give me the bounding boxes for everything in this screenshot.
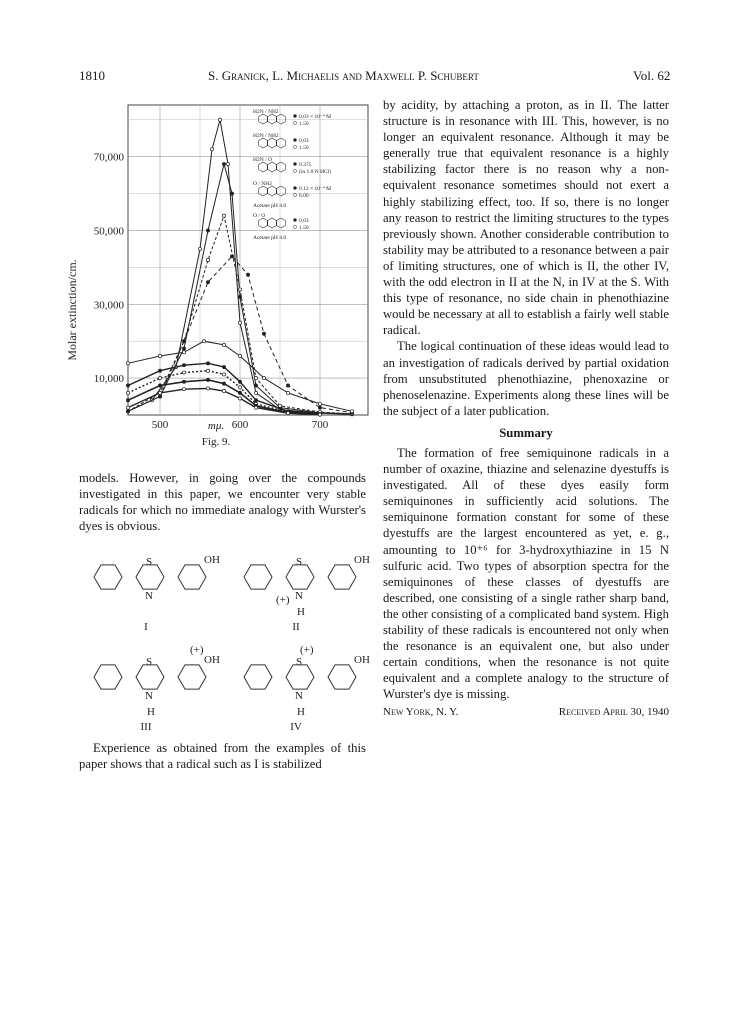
data-point	[254, 406, 257, 409]
sulfur-atom: S	[146, 656, 153, 668]
data-point	[222, 389, 225, 392]
hydroxyl-group: OH	[204, 654, 220, 666]
data-point	[158, 376, 161, 379]
legend-entry: 0.12 × 10⁻⁴ M	[299, 186, 332, 192]
legend-ring-icon	[259, 138, 268, 148]
paragraph-experience: Experience as obtained from the examples of this paper shows that a radical such as I is stabilized	[79, 741, 366, 772]
data-point	[254, 384, 257, 387]
legend-ring-icon	[268, 138, 277, 148]
data-point	[158, 395, 161, 398]
data-point	[206, 387, 209, 390]
paragraph-continuation: The logical continuation of these ideas would lead to an investigation of radicals derived by partial oxidation from unsubstituted phenothiazine, phenoxazine or phenoselenazine. Experiments along these lines will be the subject of a later publication.	[383, 339, 669, 418]
data-point	[222, 373, 225, 376]
data-point	[182, 347, 185, 350]
legend-note: Acetate pH 4.6	[253, 235, 287, 241]
data-point	[126, 384, 129, 387]
x-tick-label: 500	[151, 419, 169, 431]
legend-note: Acetate pH 4.6	[253, 203, 287, 209]
legend-compound: H2N / NH2	[253, 133, 279, 139]
data-point	[278, 404, 281, 407]
chemical-structures	[80, 532, 370, 736]
ring-middle	[136, 665, 164, 689]
data-point	[206, 229, 209, 232]
data-point	[222, 382, 225, 385]
legend-entry: 1.50	[299, 145, 309, 151]
figure-caption: Fig. 9.	[201, 436, 231, 448]
data-point	[238, 354, 241, 357]
legend-ring-icon	[259, 162, 268, 172]
legend-marker	[294, 115, 297, 118]
data-point	[206, 362, 209, 365]
ring-right	[178, 665, 206, 689]
data-point	[262, 332, 265, 335]
data-point	[126, 362, 129, 365]
charge-label: (+)	[300, 644, 314, 656]
absorption-spectra-chart	[58, 95, 380, 450]
data-point	[182, 388, 185, 391]
data-point	[158, 384, 161, 387]
data-point	[238, 288, 241, 291]
data-point	[206, 369, 209, 372]
y-tick-label: 70,000	[93, 151, 124, 164]
x-tick-label: 700	[311, 419, 329, 431]
data-point	[158, 369, 161, 372]
data-point	[222, 162, 225, 165]
grid-lines	[128, 105, 368, 415]
legend-ring-icon	[277, 186, 286, 196]
ring-middle	[286, 665, 314, 689]
legend-marker	[294, 194, 297, 197]
right-column	[383, 97, 669, 721]
nitrogen-atom: N	[145, 590, 153, 602]
data-point	[230, 192, 233, 195]
sulfur-atom: S	[296, 656, 303, 668]
hydroxyl-group: OH	[204, 554, 220, 566]
legend-marker	[294, 139, 297, 142]
data-point	[222, 214, 225, 217]
data-point	[182, 364, 185, 367]
legend-entry: 0.03 × 10⁻⁴ M	[299, 114, 332, 120]
data-point	[158, 354, 161, 357]
data-point	[254, 391, 257, 394]
hydroxyl-group: OH	[354, 654, 370, 666]
x-tick-label: 600	[231, 419, 249, 431]
data-point	[286, 412, 289, 415]
y-tick-labels	[94, 152, 125, 385]
legend-marker	[294, 163, 297, 166]
data-point	[198, 247, 201, 250]
ring-left	[94, 565, 122, 589]
plot-frame	[128, 105, 368, 415]
chart-legend	[253, 109, 331, 241]
data-point	[286, 384, 289, 387]
legend-marker	[294, 226, 297, 229]
y-tick-label: 10,000	[93, 373, 124, 386]
legend-marker	[294, 122, 297, 125]
running-head-authors: S. Granick, L. Michaelis and Maxwell P. Schubert	[208, 68, 479, 83]
legend-entry: 0.03	[299, 138, 309, 144]
data-point	[126, 391, 129, 394]
ring-left	[244, 565, 272, 589]
data-point	[206, 378, 209, 381]
legend-marker	[294, 170, 297, 173]
data-point	[206, 281, 209, 284]
data-point	[238, 380, 241, 383]
sulfur-atom: S	[296, 556, 303, 568]
nitrogen-atom: N	[295, 590, 303, 602]
data-point	[350, 410, 353, 413]
volume-number: Vol. 62	[633, 68, 671, 83]
data-point	[182, 380, 185, 383]
legend-ring-icon	[277, 218, 286, 228]
data-point	[246, 273, 249, 276]
data-point	[182, 351, 185, 354]
data-point	[318, 406, 321, 409]
data-point	[182, 371, 185, 374]
data-point	[254, 399, 257, 402]
data-point	[238, 386, 241, 389]
legend-compound: O / NH2	[253, 181, 272, 187]
nitrogen-atom: N	[295, 690, 303, 702]
nitrogen-atom: N	[145, 690, 153, 702]
legend-ring-icon	[259, 186, 268, 196]
data-point	[262, 376, 265, 379]
hydroxyl-group: OH	[354, 554, 370, 566]
legend-ring-icon	[268, 218, 277, 228]
structure-label: IV	[290, 721, 302, 733]
legend-marker	[294, 187, 297, 190]
data-point	[218, 118, 221, 121]
received-line	[383, 704, 669, 720]
data-point	[126, 410, 129, 413]
spectrum-line-6	[128, 363, 320, 414]
ring-right	[178, 565, 206, 589]
data-point	[210, 148, 213, 151]
sulfur-atom: S	[146, 556, 153, 568]
data-point	[182, 340, 185, 343]
legend-ring-icon	[259, 114, 268, 124]
data-point	[286, 391, 289, 394]
hydrogen-atom: H	[297, 706, 305, 718]
summary-text: The formation of free semiquinone radicals in a number of oxazine, thiazine and selenazine dyestuffs is investigated. All of these dyes easily form semiquinones in sufficiently acid solutions. The semiquinone formation constant for some of these dyestuffs are the largest encountered as yet, e. g., amounting to 10⁺⁶ for 3-hydroxythiazine in 15 N sulfuric acid. Two types of absorption spectra for the semiquinones of these classes of dyestuffs are described, one consisting of a single rather sharp band, the other consisting of a complicated band system. High stability of these radicals is encountered not only when the resonance is an equivalent one, but also under certain conditions, when the resonance is not quite equivalent and a complete analogy to the structure of Wurster's dye is missing.	[383, 445, 669, 702]
ring-right	[328, 665, 356, 689]
data-point	[318, 402, 321, 405]
data-point	[230, 255, 233, 258]
legend-entry: 6.00	[299, 193, 309, 199]
data-point	[238, 321, 241, 324]
structure-label: I	[144, 621, 148, 633]
data-point	[158, 391, 161, 394]
location: New York, N. Y.	[383, 706, 459, 719]
data-point	[238, 397, 241, 400]
ring-left	[244, 665, 272, 689]
legend-entry: 0.03	[299, 218, 309, 224]
legend-marker	[294, 146, 297, 149]
legend-marker	[294, 219, 297, 222]
legend-ring-icon	[268, 114, 277, 124]
y-tick-label: 30,000	[93, 299, 124, 312]
legend-entry: 1.50	[299, 225, 309, 231]
ring-middle	[136, 565, 164, 589]
received-date: Received April 30, 1940	[558, 706, 669, 719]
data-point	[126, 399, 129, 402]
legend-ring-icon	[277, 162, 286, 172]
data-point	[222, 365, 225, 368]
data-point	[222, 343, 225, 346]
paragraph-resonance: by acidity, by attaching a proton, as in II. The latter structure is in resonance with III. This, however, is no longer an equivalent resonance. Although it may be generally true that equivalent resonance is a highly stabilizing factor there is no reason why a non-equivalent resonance sometimes should not exert a highly stabilizing effect, too. If so, there is no longer any reason to restrict the limiting structures to the types previously shown. Another considerable contribution to stability may be attributed to a resonance between a pair of limiting structures, one of which is II, the other IV, with the odd electron in II at the N, in IV at the S. With this type of resonance, no side chain in phenothiazine would be necessary at all to establish a fairly well stable radical.	[383, 98, 669, 338]
page-number: 1810	[79, 68, 105, 83]
legend-compound: H2N / O	[253, 157, 272, 163]
legend-ring-icon	[268, 162, 277, 172]
data-point	[254, 376, 257, 379]
paragraph-models: models. However, in going over the compounds investigated in this paper, we encounter very stable radicals for which no immediate analogy with Wurster's dyes is obvious.	[79, 471, 366, 534]
legend-compound: H2N / NH2	[253, 109, 279, 115]
legend-entry: (in 1.0 N HCl)	[299, 169, 332, 175]
charge-label: (+)	[276, 594, 290, 606]
y-axis-label: Molar extinction/cm.	[65, 259, 79, 361]
legend-entry: 1.50	[299, 121, 309, 127]
legend-entry: 0.375	[299, 162, 312, 168]
legend-ring-icon	[277, 138, 286, 148]
legend-compound: O / O	[253, 213, 266, 219]
legend-ring-icon	[259, 218, 268, 228]
data-point	[238, 391, 241, 394]
x-axis-label: mμ.	[207, 420, 225, 432]
legend-ring-icon	[268, 186, 277, 196]
charge-label: (+)	[190, 644, 204, 656]
legend-ring-icon	[277, 114, 286, 124]
data-point	[202, 340, 205, 343]
summary-heading: Summary	[499, 425, 553, 440]
data-point	[226, 162, 229, 165]
hydrogen-atom: H	[297, 606, 305, 618]
hydrogen-atom: H	[147, 706, 155, 718]
ring-right	[328, 565, 356, 589]
data-point	[206, 258, 209, 261]
x-tick-labels	[152, 419, 329, 431]
ring-left	[94, 665, 122, 689]
data-point	[126, 406, 129, 409]
y-tick-label: 50,000	[93, 225, 124, 238]
ring-middle	[286, 565, 314, 589]
structure-label: III	[140, 721, 152, 733]
structure-label: II	[292, 621, 300, 633]
data-point	[318, 413, 321, 416]
